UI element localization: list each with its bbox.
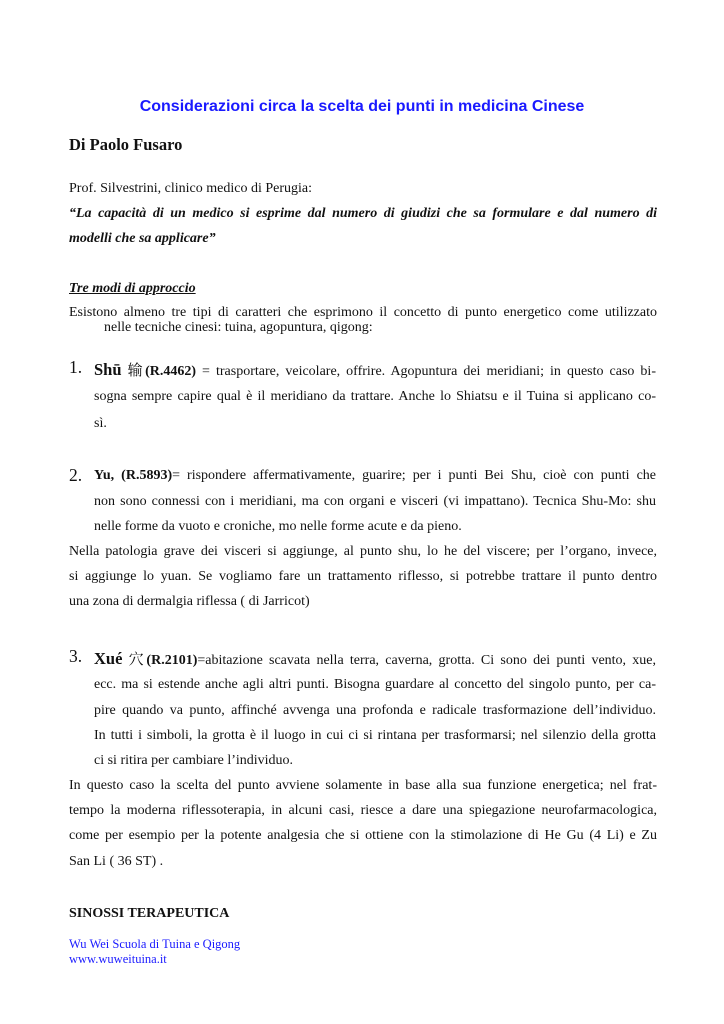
item-1-term: Shū — [94, 360, 122, 379]
item-2-term: Yu — [94, 468, 111, 483]
item-3-term: Xué — [94, 649, 123, 668]
item-3-line-3: pire quando va punto, affinché avvenga una profonda e radicale trasformazione dell’individuo. — [94, 703, 656, 718]
item-2-note-line-2: si aggiunge lo yuan. Se vogliamo fare un trattamento riflesso, si potrebbe trattare il punto dentro — [69, 569, 657, 584]
item-3-line-5: ci si ritira per cambiare l’individuo. — [94, 753, 294, 768]
item-3-text-1: =abitazione scavata nella terra, caverna, grotta. Ci sono dei punti vento, xue, — [197, 653, 657, 668]
item-2-line-1 — [94, 468, 656, 484]
author-line: Di Paolo Fusaro — [69, 135, 183, 154]
footer-website-link[interactable]: www.wuweituina.it — [69, 952, 167, 966]
item-2-text-1: = rispondere affermativamente, guarire; per i punti Bei Shu, cioè con punti che — [172, 468, 657, 483]
quote-line-1: “La capacità di un medico si esprime dal numero di giudizi che sa formulare e dal numero di — [69, 206, 657, 221]
item-3-number: 3. — [69, 646, 83, 666]
item-2-ref: (R.5893) — [121, 468, 173, 483]
item-2-number: 2. — [69, 465, 83, 485]
closing-heading: SINOSSI TERAPEUTICA — [69, 906, 230, 921]
item-3-line-2: ecc. ma si estende anche agli altri punti. Bisogna guardare al concetto del singolo punto, per ca- — [94, 677, 656, 692]
item-1-text-1: = trasportare, veicolare, offrire. Agopuntura dei meridiani; in questo caso bi- — [196, 364, 656, 379]
section-heading-text: Tre modi di approccio — [69, 281, 196, 296]
item-1-hanzi: 输 — [127, 361, 146, 379]
item-3-line-1 — [94, 648, 656, 669]
item-2-line-3: nelle forme da vuoto e croniche, mo nelle forme acute e da pieno. — [94, 519, 462, 534]
item-3-note-line-2: tempo la moderna riflessoterapia, in alcuni casi, riesce a dare una spiegazione neurofarmacologica, — [69, 803, 657, 818]
intro-line: Prof. Silvestrini, clinico medico di Perugia: — [69, 181, 313, 196]
item-1-line-1 — [94, 359, 656, 380]
item-2-sep: , — [110, 468, 122, 483]
document-title: Considerazioni circa la scelta dei punti in medicina Cinese — [139, 98, 585, 115]
section-text-line-1: Esistono almeno tre tipi di caratteri che esprimono il concetto di punto energetico come utilizzato — [69, 305, 657, 320]
item-1-ref: (R.4462) — [145, 364, 197, 379]
item-2-line-2: non sono connessi con i meridiani, ma con organi e visceri (vi impattano). Tecnica Shu-Mo: shu — [94, 494, 656, 509]
item-3-line-4: In tutti i simboli, la grotta è il luogo in cui ci si rintana per trasformarsi; nel silenzio della grotta — [94, 728, 656, 743]
item-3-note-line-3: come per esempio per la potente analgesia che si ottiene con la stimolazione di He Gu (4 Li) e Zu — [69, 828, 657, 843]
footer-school: Wu Wei Scuola di Tuina e Qigong — [69, 937, 241, 951]
item-3-note-line-1: In questo caso la scelta del punto avviene solamente in base alla sua funzione energetica; nel frat- — [69, 778, 657, 793]
item-2-note-line-3: una zona di dermalgia riflessa ( di Jarricot) — [69, 594, 310, 609]
item-1-line-2: sogna sempre capire qual è il meridiano da trattare. Anche lo Shiatsu e il Tuina si applicano co- — [94, 389, 656, 404]
item-2-note-line-1: Nella patologia grave dei visceri si aggiunge, al punto shu, lo he del viscere; per l’organo, invece, — [69, 544, 657, 559]
item-3-ref: (R.2101) — [146, 653, 198, 668]
section-heading — [69, 281, 657, 297]
item-1-number: 1. — [69, 357, 83, 377]
quote-line-2: modelli che sa applicare” — [69, 231, 216, 246]
item-3-hanzi: 穴 — [128, 650, 147, 668]
item-3-note-line-4: San Li ( 36 ST) . — [69, 854, 164, 869]
item-1-line-3: sì. — [94, 416, 107, 431]
section-text-line-2: nelle tecniche cinesi: tuina, agopuntura, qigong: — [104, 320, 373, 335]
